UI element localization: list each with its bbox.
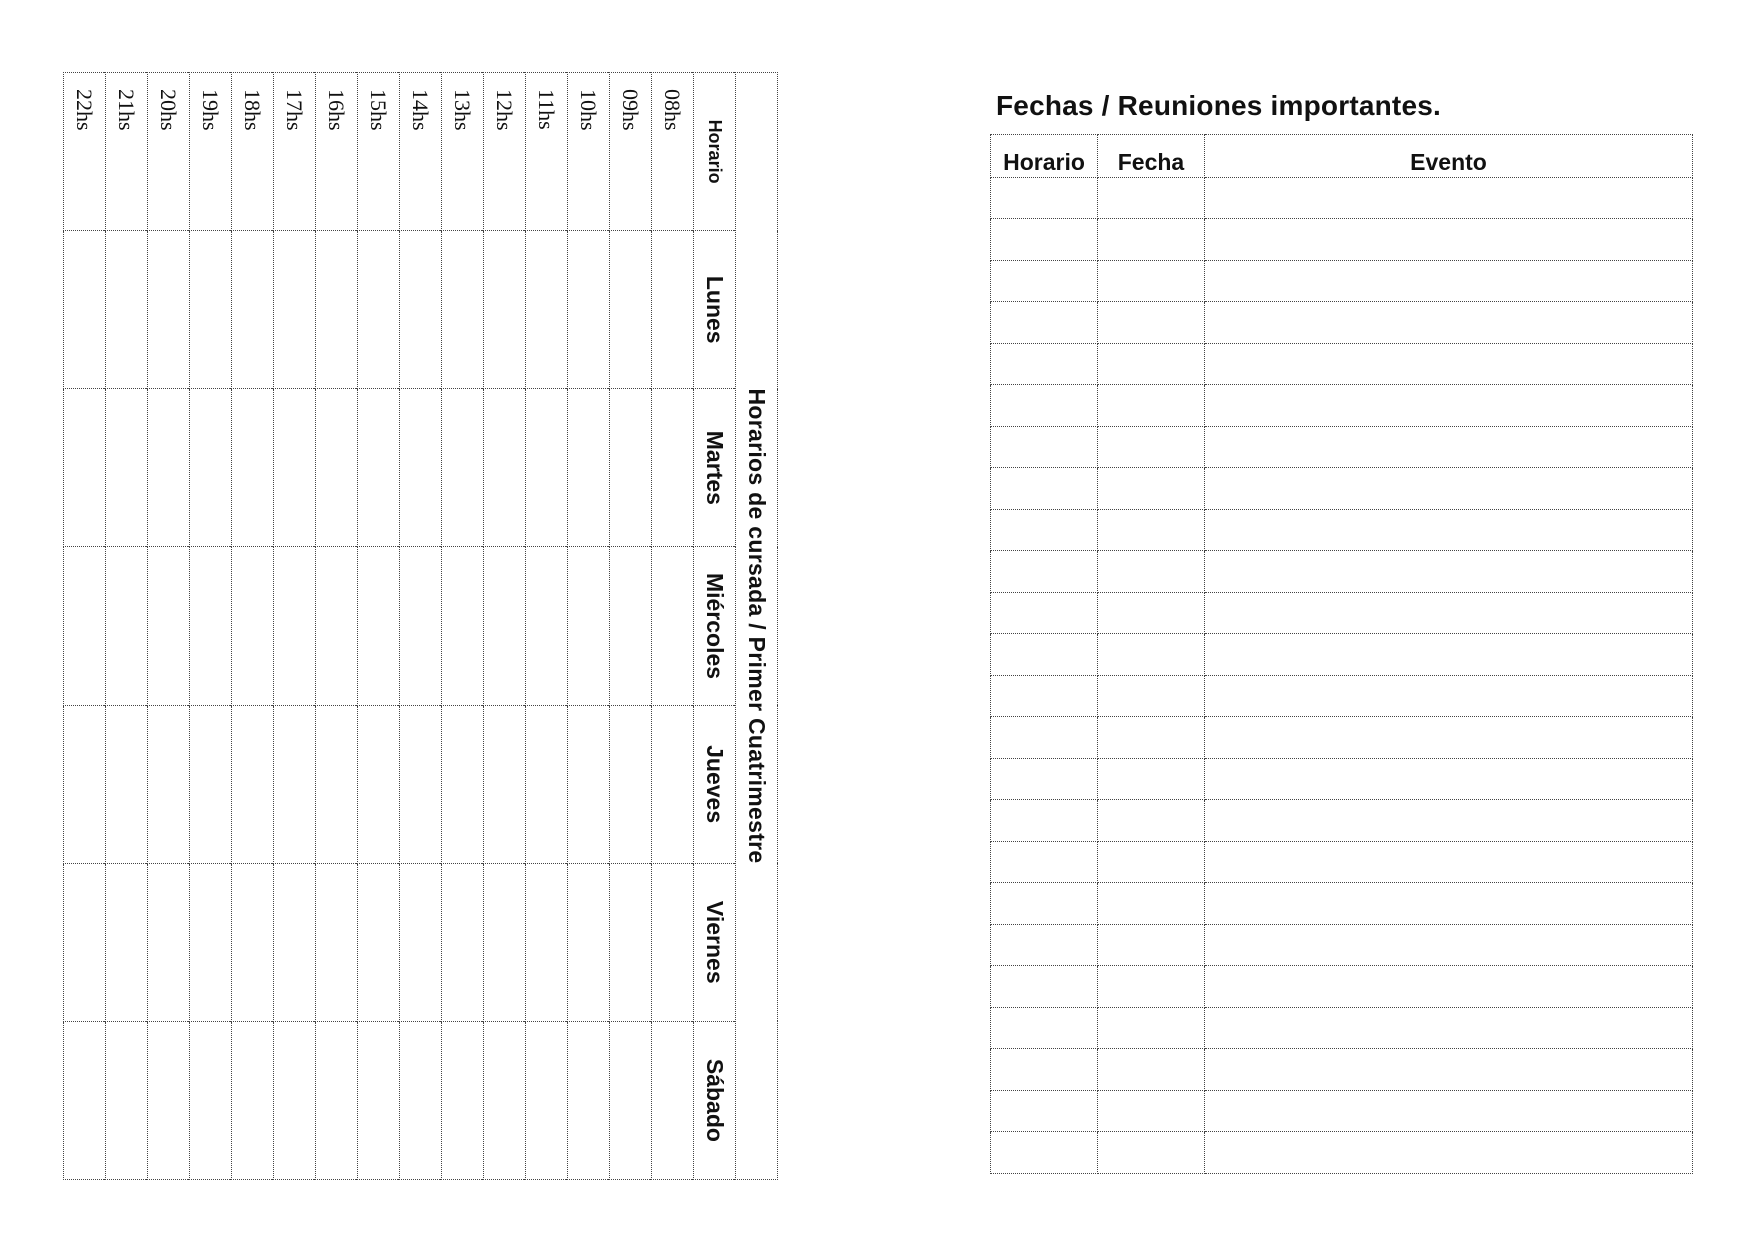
events-row [991, 758, 1693, 800]
schedule-cell[interactable] [526, 1021, 568, 1179]
events-cell-horario[interactable] [991, 385, 1098, 427]
events-cell-evento[interactable] [1205, 800, 1693, 842]
events-cell-evento[interactable] [1205, 924, 1693, 966]
schedule-cell[interactable] [190, 389, 232, 547]
events-cell-fecha[interactable] [1098, 343, 1205, 385]
events-cell-fecha[interactable] [1098, 758, 1205, 800]
schedule-cell[interactable] [358, 231, 400, 389]
schedule-cell[interactable] [274, 547, 316, 705]
events-cell-horario[interactable] [991, 883, 1098, 925]
schedule-cell[interactable] [400, 389, 442, 547]
events-row [991, 966, 1693, 1008]
hour-label: 10hs [568, 73, 610, 231]
schedule-cell[interactable] [400, 705, 442, 863]
events-cell-horario[interactable] [991, 302, 1098, 344]
events-cell-evento[interactable] [1205, 841, 1693, 883]
schedule-row [484, 73, 526, 1180]
schedule-cell[interactable] [316, 389, 358, 547]
schedule-row [232, 73, 274, 1180]
events-row [991, 385, 1693, 427]
events-cell-evento[interactable] [1205, 1090, 1693, 1132]
events-row [991, 1049, 1693, 1091]
schedule-cell[interactable] [232, 547, 274, 705]
schedule-cell[interactable] [64, 1021, 106, 1179]
events-cell-evento[interactable] [1205, 260, 1693, 302]
events-cell-horario[interactable] [991, 758, 1098, 800]
events-row [991, 883, 1693, 925]
events-cell-evento[interactable] [1205, 1132, 1693, 1174]
schedule-cell[interactable] [400, 231, 442, 389]
schedule-row [568, 73, 610, 1180]
events-cell-fecha[interactable] [1098, 302, 1205, 344]
events-row [991, 800, 1693, 842]
events-cell-horario[interactable] [991, 509, 1098, 551]
events-cell-evento[interactable] [1205, 717, 1693, 759]
events-cell-evento[interactable] [1205, 551, 1693, 593]
events-row [991, 468, 1693, 510]
schedule-cell[interactable] [652, 705, 694, 863]
events-row [991, 634, 1693, 676]
schedule-cell[interactable] [148, 231, 190, 389]
schedule-cell[interactable] [190, 1021, 232, 1179]
events-cell-evento[interactable] [1205, 177, 1693, 219]
schedule-cell[interactable] [106, 389, 148, 547]
schedule-cell[interactable] [610, 547, 652, 705]
schedule-cell[interactable] [484, 863, 526, 1021]
schedule-cell[interactable] [190, 547, 232, 705]
schedule-cell[interactable] [358, 863, 400, 1021]
schedule-cell[interactable] [610, 863, 652, 1021]
events-cell-horario[interactable] [991, 343, 1098, 385]
events-cell-fecha[interactable] [1098, 924, 1205, 966]
events-cell-evento[interactable] [1205, 966, 1693, 1008]
schedule-row [526, 73, 568, 1180]
events-cell-horario[interactable] [991, 675, 1098, 717]
schedule-cell[interactable] [232, 705, 274, 863]
schedule-cell[interactable] [568, 1021, 610, 1179]
schedule-cell[interactable] [358, 1021, 400, 1179]
hour-label: 12hs [484, 73, 526, 231]
schedule-cell[interactable] [484, 231, 526, 389]
events-cell-horario[interactable] [991, 177, 1098, 219]
events-cell-fecha[interactable] [1098, 675, 1205, 717]
events-cell-evento[interactable] [1205, 883, 1693, 925]
hour-label: 08hs [652, 73, 694, 231]
schedule-cell[interactable] [526, 705, 568, 863]
events-cell-fecha[interactable] [1098, 717, 1205, 759]
events-cell-fecha[interactable] [1098, 883, 1205, 925]
events-row [991, 551, 1693, 593]
day-header: Lunes [694, 231, 736, 389]
hour-label: 21hs [106, 73, 148, 231]
events-cell-evento[interactable] [1205, 1007, 1693, 1049]
events-cell-fecha[interactable] [1098, 551, 1205, 593]
schedule-cell[interactable] [106, 705, 148, 863]
events-cell-evento[interactable] [1205, 302, 1693, 344]
schedule-cell[interactable] [274, 1021, 316, 1179]
schedule-cell[interactable] [526, 547, 568, 705]
schedule-section [68, 72, 778, 1180]
events-cell-horario[interactable] [991, 592, 1098, 634]
schedule-cell[interactable] [316, 547, 358, 705]
events-row [991, 1090, 1693, 1132]
events-cell-evento[interactable] [1205, 219, 1693, 261]
schedule-cell[interactable] [652, 231, 694, 389]
schedule-cell[interactable] [652, 1021, 694, 1179]
schedule-cell[interactable] [610, 705, 652, 863]
events-cell-horario[interactable] [991, 800, 1098, 842]
events-cell-fecha[interactable] [1098, 219, 1205, 261]
events-col-horario: Horario [991, 135, 1098, 178]
schedule-row [190, 73, 232, 1180]
hour-label: 09hs [610, 73, 652, 231]
hour-label: 17hs [274, 73, 316, 231]
schedule-cell[interactable] [106, 1021, 148, 1179]
events-cell-horario[interactable] [991, 1007, 1098, 1049]
schedule-cell[interactable] [568, 705, 610, 863]
events-row [991, 426, 1693, 468]
schedule-cell[interactable] [442, 231, 484, 389]
schedule-row [442, 73, 484, 1180]
schedule-cell[interactable] [316, 231, 358, 389]
schedule-cell[interactable] [358, 547, 400, 705]
schedule-cell[interactable] [526, 389, 568, 547]
events-cell-horario[interactable] [991, 1132, 1098, 1174]
schedule-cell[interactable] [484, 705, 526, 863]
schedule-row [652, 73, 694, 1180]
events-cell-evento[interactable] [1205, 426, 1693, 468]
schedule-cell[interactable] [64, 547, 106, 705]
hour-label: 13hs [442, 73, 484, 231]
events-cell-horario[interactable] [991, 924, 1098, 966]
day-header: Martes [694, 389, 736, 547]
schedule-cell[interactable] [526, 231, 568, 389]
schedule-cell[interactable] [442, 863, 484, 1021]
schedule-cell[interactable] [610, 231, 652, 389]
schedule-cell[interactable] [442, 547, 484, 705]
events-cell-horario[interactable] [991, 1090, 1098, 1132]
schedule-row [64, 73, 106, 1180]
events-cell-fecha[interactable] [1098, 1049, 1205, 1091]
schedule-cell[interactable] [232, 231, 274, 389]
events-cell-fecha[interactable] [1098, 177, 1205, 219]
schedule-cell[interactable] [652, 547, 694, 705]
day-header: Jueves [694, 705, 736, 863]
events-cell-horario[interactable] [991, 468, 1098, 510]
events-cell-evento[interactable] [1205, 1049, 1693, 1091]
schedule-row [400, 73, 442, 1180]
events-row [991, 302, 1693, 344]
schedule-cell[interactable] [64, 863, 106, 1021]
schedule-cell[interactable] [232, 389, 274, 547]
schedule-cell[interactable] [190, 231, 232, 389]
schedule-cell[interactable] [148, 547, 190, 705]
hour-label: 11hs [526, 73, 568, 231]
schedule-cell[interactable] [484, 547, 526, 705]
events-cell-evento[interactable] [1205, 385, 1693, 427]
events-cell-evento[interactable] [1205, 675, 1693, 717]
events-cell-fecha[interactable] [1098, 966, 1205, 1008]
schedule-cell[interactable] [442, 705, 484, 863]
events-cell-fecha[interactable] [1098, 1090, 1205, 1132]
schedule-cell[interactable] [148, 705, 190, 863]
events-cell-evento[interactable] [1205, 343, 1693, 385]
schedule-cell[interactable] [610, 1021, 652, 1179]
schedule-table [63, 72, 778, 1180]
events-cell-horario[interactable] [991, 634, 1098, 676]
events-cell-fecha[interactable] [1098, 260, 1205, 302]
events-col-evento: Evento [1205, 135, 1693, 178]
schedule-cell[interactable] [568, 231, 610, 389]
events-row [991, 509, 1693, 551]
events-table [990, 134, 1693, 1174]
schedule-cell[interactable] [316, 1021, 358, 1179]
events-cell-fecha[interactable] [1098, 592, 1205, 634]
schedule-cell[interactable] [652, 863, 694, 1021]
events-cell-evento[interactable] [1205, 758, 1693, 800]
events-row [991, 924, 1693, 966]
schedule-cell[interactable] [148, 1021, 190, 1179]
schedule-cell[interactable] [274, 863, 316, 1021]
events-cell-evento[interactable] [1205, 634, 1693, 676]
events-col-fecha: Fecha [1098, 135, 1205, 178]
events-row [991, 717, 1693, 759]
hour-label: 18hs [232, 73, 274, 231]
events-cell-horario[interactable] [991, 717, 1098, 759]
events-cell-horario[interactable] [991, 841, 1098, 883]
events-cell-fecha[interactable] [1098, 634, 1205, 676]
schedule-row [610, 73, 652, 1180]
schedule-cell[interactable] [400, 1021, 442, 1179]
hour-label: 19hs [190, 73, 232, 231]
schedule-row [358, 73, 400, 1180]
events-row [991, 343, 1693, 385]
schedule-cell[interactable] [610, 389, 652, 547]
events-row [991, 1132, 1693, 1174]
events-cell-fecha[interactable] [1098, 1132, 1205, 1174]
schedule-title: Horarios de cursada / Primer Cuatrimestre [736, 73, 778, 1180]
schedule-cell[interactable] [652, 389, 694, 547]
schedule-row [316, 73, 358, 1180]
events-row [991, 675, 1693, 717]
hour-label: 22hs [64, 73, 106, 231]
events-cell-horario[interactable] [991, 966, 1098, 1008]
day-header: Sábado [694, 1021, 736, 1179]
schedule-cell[interactable] [400, 547, 442, 705]
events-cell-fecha[interactable] [1098, 385, 1205, 427]
schedule-cell[interactable] [232, 1021, 274, 1179]
events-cell-fecha[interactable] [1098, 426, 1205, 468]
schedule-cell[interactable] [64, 389, 106, 547]
schedule-cell[interactable] [484, 389, 526, 547]
events-cell-horario[interactable] [991, 219, 1098, 261]
schedule-cell[interactable] [526, 863, 568, 1021]
schedule-cell[interactable] [274, 231, 316, 389]
schedule-cell[interactable] [106, 863, 148, 1021]
schedule-cell[interactable] [316, 705, 358, 863]
schedule-cell[interactable] [358, 705, 400, 863]
events-cell-fecha[interactable] [1098, 509, 1205, 551]
schedule-cell[interactable] [148, 863, 190, 1021]
events-cell-horario[interactable] [991, 260, 1098, 302]
schedule-cell[interactable] [232, 863, 274, 1021]
events-cell-fecha[interactable] [1098, 800, 1205, 842]
schedule-cell[interactable] [400, 863, 442, 1021]
schedule-cell[interactable] [358, 389, 400, 547]
day-header: Miércoles [694, 547, 736, 705]
events-row [991, 592, 1693, 634]
events-row [991, 1007, 1693, 1049]
schedule-cell[interactable] [484, 1021, 526, 1179]
schedule-cell[interactable] [568, 547, 610, 705]
schedule-cell[interactable] [274, 705, 316, 863]
events-cell-fecha[interactable] [1098, 468, 1205, 510]
events-cell-horario[interactable] [991, 551, 1098, 593]
schedule-cell[interactable] [442, 389, 484, 547]
schedule-cell[interactable] [190, 705, 232, 863]
hour-label: 16hs [316, 73, 358, 231]
horario-header: Horario [694, 73, 736, 231]
events-cell-fecha[interactable] [1098, 841, 1205, 883]
schedule-row [106, 73, 148, 1180]
schedule-cell[interactable] [64, 705, 106, 863]
schedule-row [148, 73, 190, 1180]
schedule-cell[interactable] [106, 231, 148, 389]
schedule-cell[interactable] [64, 231, 106, 389]
events-row [991, 219, 1693, 261]
events-header-row [991, 135, 1693, 178]
schedule-cell[interactable] [442, 1021, 484, 1179]
schedule-cell[interactable] [106, 547, 148, 705]
schedule-cell[interactable] [274, 389, 316, 547]
schedule-cell[interactable] [190, 863, 232, 1021]
day-header: Viernes [694, 863, 736, 1021]
schedule-cell[interactable] [148, 389, 190, 547]
hour-label: 14hs [400, 73, 442, 231]
schedule-cell[interactable] [568, 863, 610, 1021]
events-cell-evento[interactable] [1205, 509, 1693, 551]
events-cell-fecha[interactable] [1098, 1007, 1205, 1049]
events-row [991, 841, 1693, 883]
events-cell-evento[interactable] [1205, 468, 1693, 510]
hour-label: 15hs [358, 73, 400, 231]
events-row [991, 177, 1693, 219]
events-cell-horario[interactable] [991, 1049, 1098, 1091]
schedule-cell[interactable] [568, 389, 610, 547]
events-title: Fechas / Reuniones importantes. [996, 90, 1441, 121]
events-row [991, 260, 1693, 302]
events-cell-evento[interactable] [1205, 592, 1693, 634]
hour-label: 20hs [148, 73, 190, 231]
schedule-row [274, 73, 316, 1180]
events-cell-horario[interactable] [991, 426, 1098, 468]
schedule-cell[interactable] [316, 863, 358, 1021]
